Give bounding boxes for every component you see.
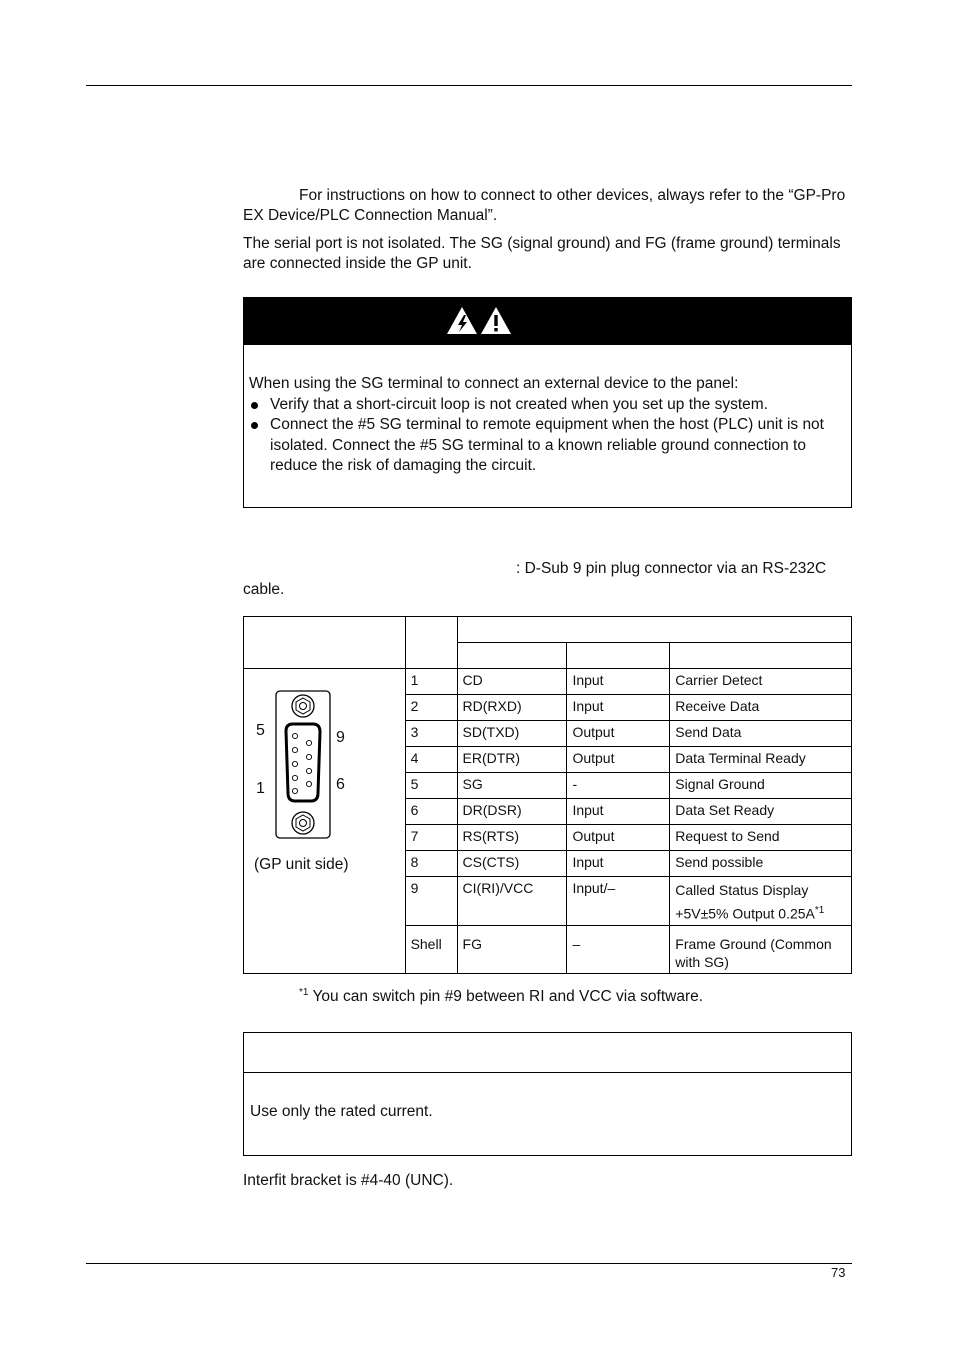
- header-cell-group: [457, 617, 851, 643]
- connector-description: : D-Sub 9 pin plug connector via an RS-232C: [516, 560, 827, 577]
- direction-cell: Output: [567, 721, 670, 747]
- header-rule: [86, 85, 852, 86]
- page-number: 73: [831, 1265, 846, 1280]
- subheader-cell-meaning: [670, 643, 852, 669]
- meaning-cell: Frame Ground (Common with SG): [670, 926, 852, 974]
- direction-cell: Output: [567, 747, 670, 773]
- signal-cell: CD: [457, 669, 567, 695]
- pin-label-5: 5: [256, 722, 265, 739]
- pin-label-6: 6: [336, 776, 345, 793]
- direction-cell: Input: [567, 695, 670, 721]
- warning-icon: [480, 306, 512, 335]
- signal-cell: CI(RI)/VCC: [457, 877, 567, 926]
- danger-message: [249, 374, 845, 477]
- intro-paragraph-1: For instructions on how to connect to other devices, always refer to the “GP-Pro EX Device/PLC Connection Manual”.: [243, 187, 846, 224]
- pin-cell: 5: [405, 773, 457, 799]
- connector-diagram-cell: [244, 669, 406, 974]
- danger-bullet-2: Connect the #5 SG terminal to remote equipment when the host (PLC) unit is not isolated. Connect the #5 SG terminal to a known reliable ground connection to reduce the risk of damaging the circuit.: [249, 415, 845, 477]
- table-header-row: [244, 617, 852, 643]
- signal-cell: RD(RXD): [457, 695, 567, 721]
- electric-shock-icon: [446, 306, 478, 335]
- connector-caption: (GP unit side): [254, 856, 349, 873]
- meaning-line-1: Called Status Display: [675, 882, 809, 898]
- footnote-mark: *1: [299, 987, 309, 998]
- pin-cell: 1: [405, 669, 457, 695]
- footnote: [299, 987, 703, 1006]
- pin-cell: Shell: [405, 926, 457, 974]
- direction-cell: -: [567, 773, 670, 799]
- direction-cell: Input/–: [567, 877, 670, 926]
- meaning-cell: Send Data: [670, 721, 852, 747]
- signal-cell: RS(RTS): [457, 825, 567, 851]
- signal-cell: DR(DSR): [457, 799, 567, 825]
- connector-description-cont: cable.: [243, 581, 285, 598]
- danger-lead-text: When using the SG terminal to connect an external device to the panel:: [249, 375, 739, 392]
- caution-box: [243, 1032, 852, 1156]
- direction-cell: Output: [567, 825, 670, 851]
- footer-rule: [86, 1263, 852, 1264]
- subheader-cell-direction: [567, 643, 670, 669]
- pin-cell: 6: [405, 799, 457, 825]
- meaning-cell: Signal Ground: [670, 773, 852, 799]
- header-cell-pin: [405, 617, 457, 669]
- subheader-cell-signal: [457, 643, 567, 669]
- danger-bullet-1: Verify that a short-circuit loop is not created when you set up the system.: [249, 395, 845, 416]
- bracket-note: Interfit bracket is #4-40 (UNC).: [243, 1172, 454, 1189]
- caution-header: [244, 1033, 851, 1073]
- meaning-cell: Carrier Detect: [670, 669, 852, 695]
- meaning-cell: Data Set Ready: [670, 799, 852, 825]
- pin-cell: 4: [405, 747, 457, 773]
- direction-cell: Input: [567, 851, 670, 877]
- pin-cell: 7: [405, 825, 457, 851]
- meaning-cell: [670, 877, 852, 926]
- pin-cell: 3: [405, 721, 457, 747]
- pin-cell: 2: [405, 695, 457, 721]
- signal-cell: ER(DTR): [457, 747, 567, 773]
- danger-header-bar: [244, 298, 851, 345]
- meaning-cell: Receive Data: [670, 695, 852, 721]
- direction-cell: Input: [567, 799, 670, 825]
- signal-cell: SG: [457, 773, 567, 799]
- pin-label-9: 9: [336, 729, 345, 746]
- meaning-cell: Request to Send: [670, 825, 852, 851]
- pin-cell: 9: [405, 877, 457, 926]
- direction-cell: –: [567, 926, 670, 974]
- signal-cell: FG: [457, 926, 567, 974]
- pin-assignment-table: [243, 616, 852, 974]
- pin-cell: 8: [405, 851, 457, 877]
- dsub9-connector-icon: [268, 689, 348, 841]
- pin-label-1: 1: [256, 780, 265, 797]
- meaning-cell: Send possible: [670, 851, 852, 877]
- table-row: [244, 669, 852, 695]
- intro-paragraph-2: The serial port is not isolated. The SG (signal ground) and FG (frame ground) terminals are connected inside the GP unit.: [243, 235, 841, 272]
- caution-text: Use only the rated current.: [250, 1103, 433, 1120]
- signal-cell: SD(TXD): [457, 721, 567, 747]
- danger-bullet-list: [249, 395, 845, 477]
- direction-cell: Input: [567, 669, 670, 695]
- footnote-text: You can switch pin #9 between RI and VCC via software.: [308, 988, 704, 1006]
- header-cell-connector: [244, 617, 406, 669]
- danger-box: [243, 297, 852, 508]
- meaning-line-2-text: +5V±5% Output 0.25A: [675, 905, 815, 922]
- footnote-ref-mark: *1: [814, 905, 825, 916]
- meaning-line-2: [675, 902, 846, 923]
- meaning-cell: Data Terminal Ready: [670, 747, 852, 773]
- signal-cell: CS(CTS): [457, 851, 567, 877]
